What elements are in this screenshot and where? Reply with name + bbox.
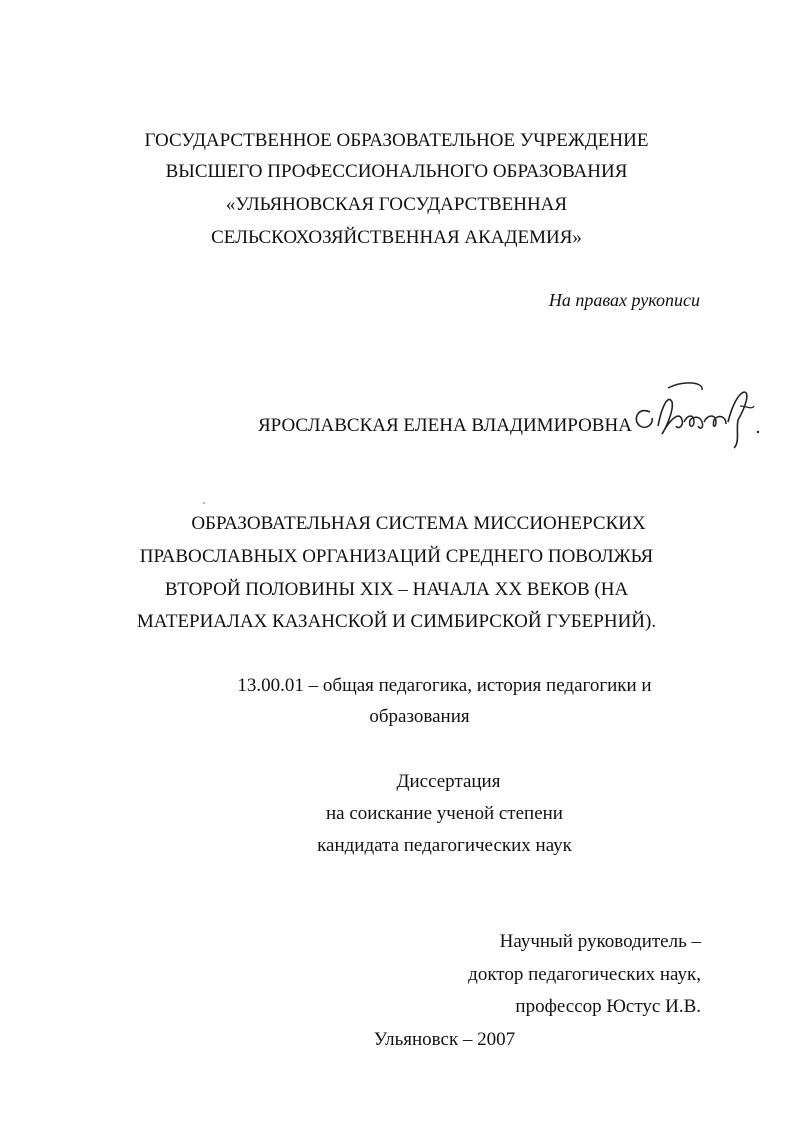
title-line-3: ВТОРОЙ ПОЛОВИНЫ XIX – НАЧАЛА XX ВЕКОВ (НА	[164, 579, 629, 600]
specialty-line-1: 13.00.01 – общая педагогика, история педагогики и	[237, 675, 652, 696]
manuscript-note: На правах рукописи	[548, 290, 700, 310]
place-year: Ульяновск – 2007	[373, 1029, 516, 1050]
scan-speck	[203, 502, 205, 504]
title-line-4: МАТЕРИАЛАХ КАЗАНСКОЙ И СИМБИРСКОЙ ГУБЕРНИЙ).	[136, 611, 657, 632]
title-line-1: ОБРАЗОВАТЕЛЬНАЯ СИСТЕМА МИССИОНЕРСКИХ	[191, 513, 646, 534]
author-name: ЯРОСЛАВСКАЯ ЕЛЕНА ВЛАДИМИРОВНА	[258, 415, 632, 436]
degree-line-2: на соискание ученой степени	[326, 803, 563, 824]
supervisor-line-3: профессор Юстус И.В.	[515, 996, 701, 1017]
institution-line-1: ГОСУДАРСТВЕННОЕ ОБРАЗОВАТЕЛЬНОЕ УЧРЕЖДЕНИЕ	[144, 130, 649, 151]
degree-line-3: кандидата педагогических наук	[317, 835, 572, 856]
institution-line-3: «УЛЬЯНОВСКАЯ ГОСУДАРСТВЕННАЯ	[225, 194, 568, 215]
supervisor-line-1: Научный руководитель –	[499, 931, 701, 952]
supervisor-line-2: доктор педагогических наук,	[468, 964, 701, 985]
institution-line-2: ВЫСШЕГО ПРОФЕССИОНАЛЬНОГО ОБРАЗОВАНИЯ	[165, 161, 628, 182]
title-line-2: ПРАВОСЛАВНЫХ ОРГАНИЗАЦИЙ СРЕДНЕГО ПОВОЛЖЬЯ	[139, 546, 654, 567]
specialty-line-2: образования	[369, 706, 470, 727]
degree-line-1: Диссертация	[396, 771, 501, 792]
signature-image	[628, 376, 768, 456]
institution-line-4: СЕЛЬСКОХОЗЯЙСТВЕННАЯ АКАДЕМИЯ»	[211, 227, 582, 248]
